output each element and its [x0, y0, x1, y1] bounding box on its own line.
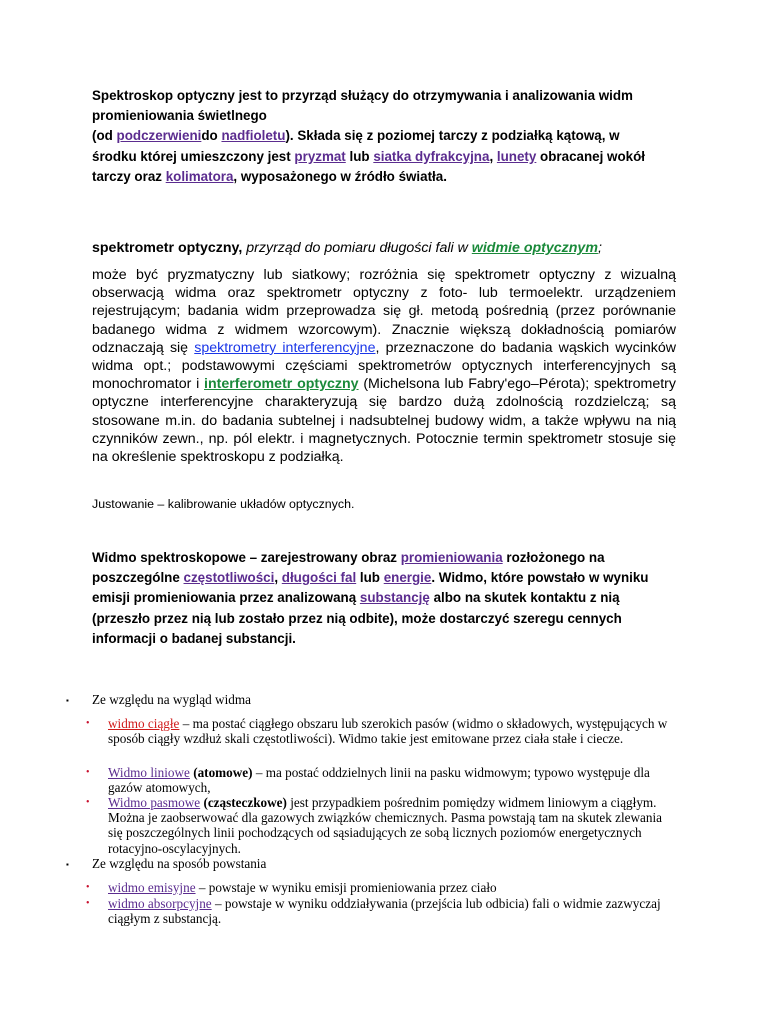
link-energie[interactable]: energie	[383, 570, 432, 586]
text: – ma postać ciągłego obszaru lub szerokich pasów (widmo o składowych, występujących w sposób ciągły wzdłuż skali częstotliwości). Widmo takie jest emitowane przez ciała stałe i ciecze.	[108, 716, 668, 747]
link-nadfiolet[interactable]: nadfioletu	[221, 128, 286, 144]
list-item	[86, 896, 668, 927]
text: – ma postać oddzielnych linii na pasku widmowym; typowo występuje dla gazów atomowych,	[108, 765, 650, 796]
spektrometr-heading	[92, 238, 652, 258]
text: rozłożonego na poszczególne	[92, 550, 605, 586]
link-siatka-dyfrakcyjna[interactable]: siatka dyfrakcyjna	[373, 148, 490, 164]
spektrometr-definition: przyrząd do pomiaru długości fali w	[242, 240, 472, 256]
link-kolimatora[interactable]: kolimatora	[165, 168, 234, 184]
link-dlugosci-fal[interactable]: długości fal	[281, 570, 357, 586]
link-widmo-ciagle[interactable]: widmo ciągłe	[108, 716, 180, 731]
text: ,	[274, 570, 282, 586]
text: lub	[345, 148, 374, 164]
text: , wyposażonego w źródło światła.	[233, 168, 447, 184]
list-item	[86, 880, 668, 895]
link-substancje[interactable]: substancję	[359, 590, 430, 606]
text: Widmo spektroskopowe – zarejestrowany obraz	[92, 550, 401, 565]
round-bullet-icon: •	[86, 797, 90, 808]
text: lub	[356, 570, 384, 586]
text: (Michelsona lub Fabry'ego–Pérota); spektrometry optyczne interferencyjne charakteryzują się bardzo dużą zdolnością rozdzielczą; są stosowane m.in. do badania subtelnej i nadsubtelnej budowy widm, a także wpływu na nią czynników zewn., np. pól elektr. i magnetycznych. Potocznie termin spektrometr stosuje się na określenie spektroskopu z podziałką.	[92, 376, 676, 466]
link-spektrometry-interferencyjne[interactable]: spektrometry interferencyjne	[194, 339, 376, 356]
text: obracanej wokół tarczy oraz	[92, 148, 645, 184]
text: , przeznaczone do badania wąskich wycinków widma opt.; podstawowymi częściami spektrometrów optycznych interferencyjnych są monochromator i	[92, 339, 676, 393]
list-item	[86, 716, 668, 747]
link-widmo-absorpcyjne[interactable]: widmo absorpcyjne	[108, 896, 212, 911]
justowanie-line: Justowanie – kalibrowanie układów optycznych.	[92, 497, 355, 511]
link-widmo-liniowe[interactable]: Widmo liniowe	[108, 765, 190, 780]
text: . Widmo, które powstało w wyniku emisji promieniowania przez analizowaną	[92, 570, 649, 606]
text: (od	[92, 128, 117, 144]
text: – powstaje w wyniku emisji promieniowania przez ciało	[195, 880, 497, 895]
spektrometr-term: spektrometr optyczny,	[92, 240, 243, 256]
text: (atomowe)	[189, 765, 253, 780]
spektrometr-paragraph	[92, 266, 676, 466]
link-czestotliwosci[interactable]: częstotliwości	[183, 570, 275, 586]
round-bullet-icon: •	[86, 882, 90, 893]
round-bullet-icon: •	[86, 718, 90, 729]
link-pryzmat[interactable]: pryzmat	[294, 148, 346, 164]
text: albo na skutek kontaktu z nią (przeszło przez nią lub zostało przez nią odbite), może dostarczyć szeregu cennych informacji o badanej substancji.	[92, 590, 622, 646]
link-widmo-pasmowe[interactable]: Widmo pasmowe	[108, 795, 201, 810]
text: do	[201, 128, 222, 144]
section-label-wyglad: Ze względu na wygląd widma	[92, 692, 251, 707]
text: (cząsteczkowe)	[200, 795, 287, 810]
text: ,	[489, 148, 497, 164]
link-lunety[interactable]: lunety	[496, 148, 537, 164]
round-bullet-icon: •	[86, 767, 90, 778]
spektroskop-paragraph	[92, 86, 652, 187]
text: może być pryzmatyczny lub siatkowy; rozróżnia się spektrometr optyczny z wizualną obserwacją widma oraz spektrometr optyczny z foto- lub termoelektr. urządzeniem rejestrującym; badania widm przeprowadza się gł. metodą pośrednią (przez porównanie badanego widma z widmem wzorcowym). Znacznie większą dokładnością pomiarów odznaczają się	[92, 267, 676, 356]
link-podczerwien[interactable]: podczerwieni	[116, 128, 202, 144]
section-label-powstanie: Ze względu na sposób powstania	[92, 856, 267, 871]
link-promieniowania[interactable]: promieniowania	[400, 550, 503, 565]
link-widmo-emisyjne[interactable]: widmo emisyjne	[108, 880, 196, 895]
text: – powstaje w wyniku oddziaływania (przejścia lub odbicia) fali o widmie zazwyczaj ciągłym z substancją.	[108, 896, 661, 927]
text: ;	[597, 240, 602, 256]
list-item	[86, 795, 668, 856]
square-bullet-icon: ▪	[66, 696, 69, 705]
round-bullet-icon: •	[86, 898, 90, 909]
square-bullet-icon: ▪	[66, 860, 69, 869]
text: jest przypadkiem pośrednim pomiędzy widmem liniowym a ciągłym. Można je zaobserwować dla gazowych związków chemicznych. Pasma powstają tam na skutek zlewania się poszczególnych linii pochodzących od sąsiadujących ze sobą licznych poziomów energetycznych rotacyjno-oscylacyjnych.	[108, 795, 663, 856]
list-item	[86, 765, 668, 796]
link-widmie-optycznym[interactable]: widmie optycznym	[471, 240, 598, 256]
widmo-paragraph	[92, 548, 652, 649]
text: ). Składa się z poziomej tarczy z podziałką kątową, w środku której umieszczony jest	[92, 128, 620, 164]
link-interferometr-optyczny[interactable]: interferometr optyczny	[204, 376, 359, 393]
spektroskop-text: Spektroskop optyczny jest to przyrząd służący do otrzymywania i analizowania widm promieniowania świetlnego	[92, 88, 633, 124]
